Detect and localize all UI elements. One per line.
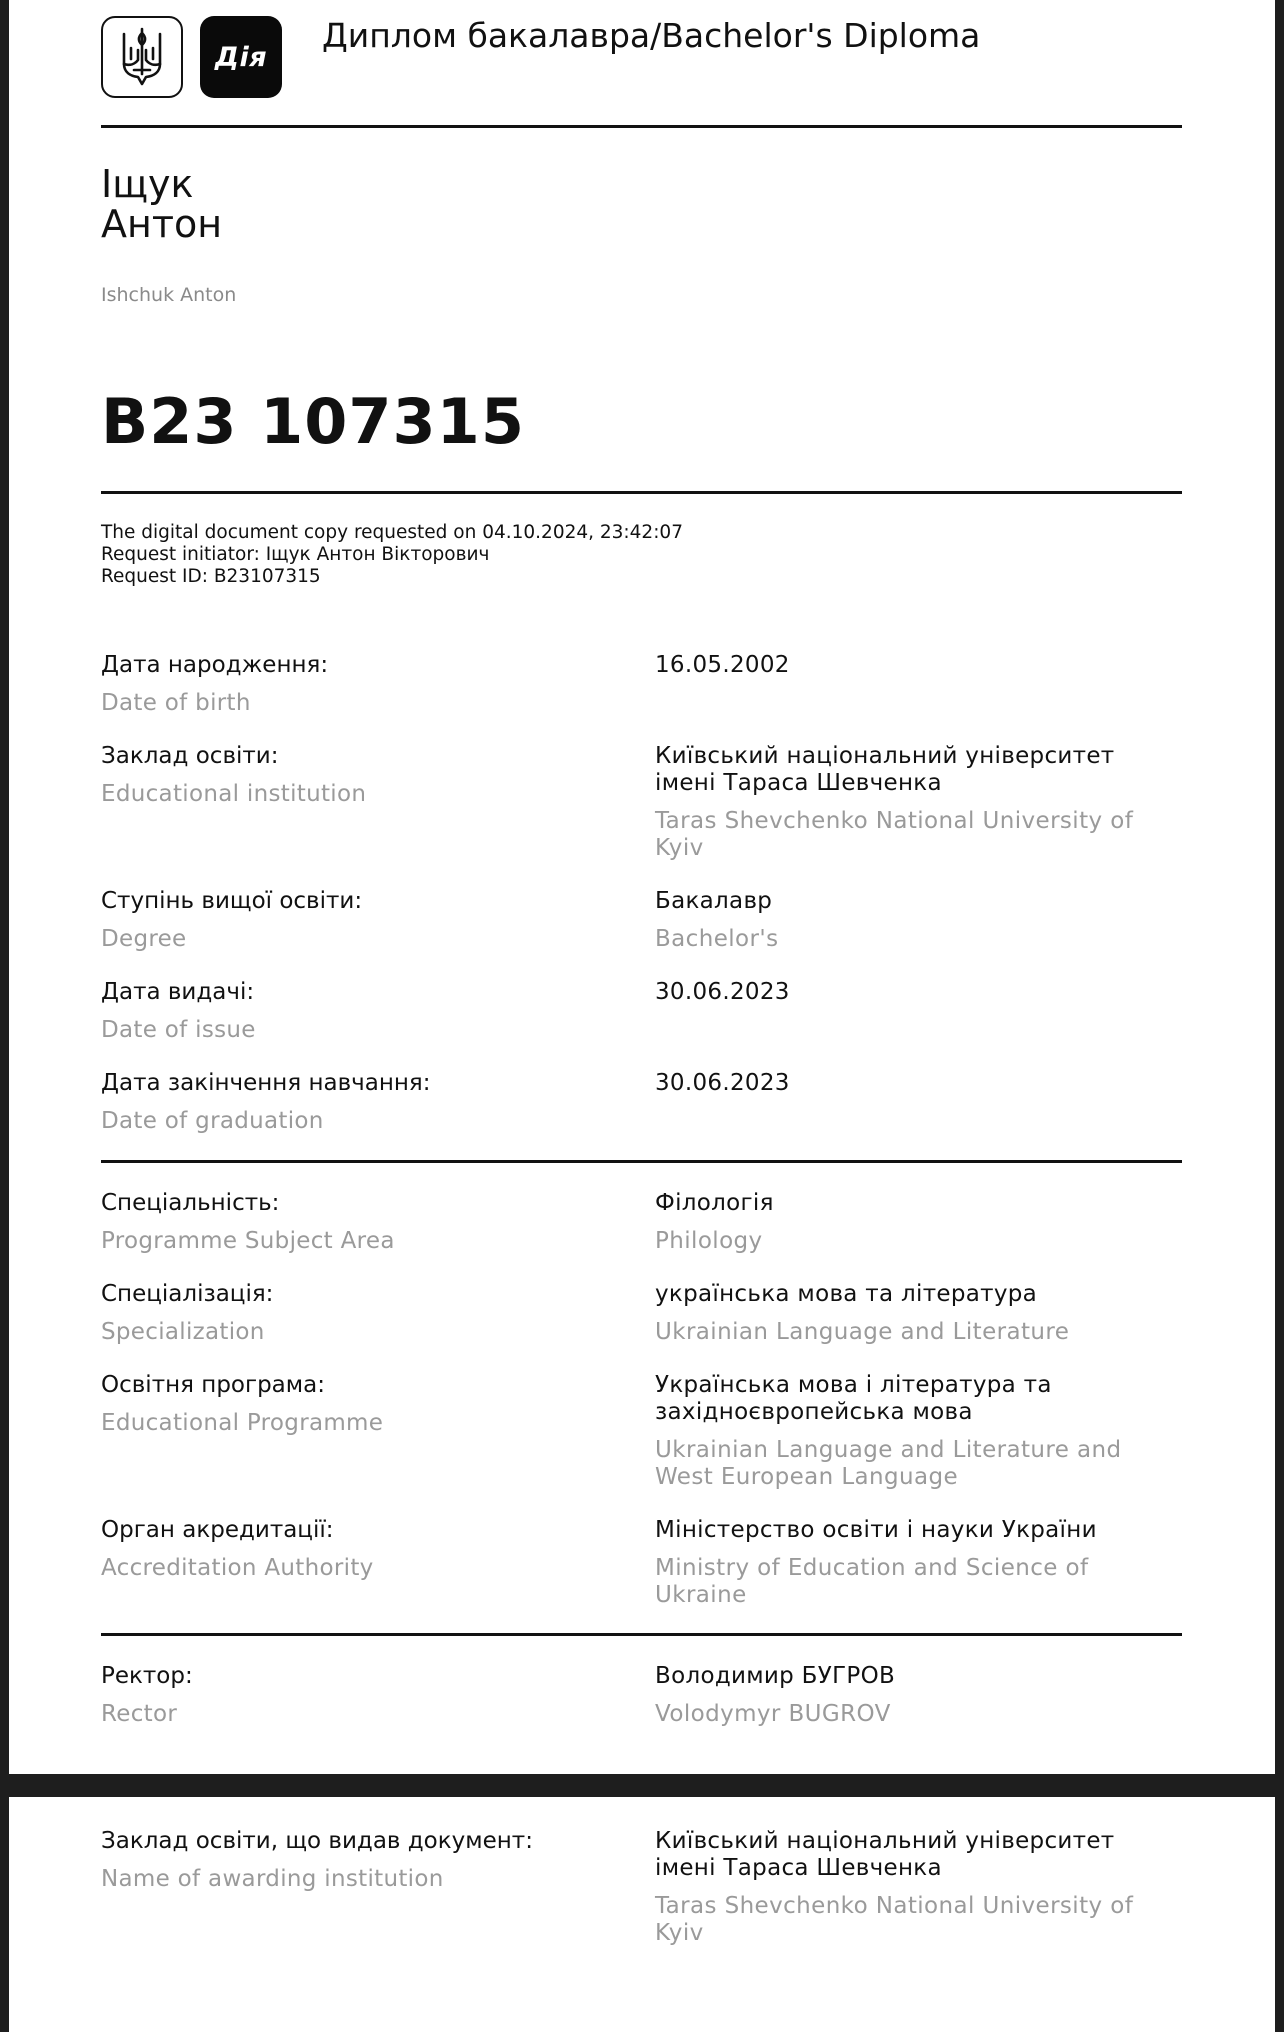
field-label: Спеціальність: bbox=[101, 1190, 280, 1216]
field-value: 30.06.2023 bbox=[655, 1070, 790, 1096]
holder-latin-name: Ishchuk Anton bbox=[101, 284, 237, 306]
field-label-en: Educational Programme bbox=[101, 1410, 384, 1436]
field-value: українська мова та література bbox=[655, 1281, 1038, 1307]
field-value-en: Ukrainian Language and Literature and West European Language bbox=[655, 1437, 1122, 1490]
request-initiator: Request initiator: Іщук Антон Вікторович bbox=[101, 544, 490, 565]
field-label: Заклад освіти, що видав документ: bbox=[101, 1828, 533, 1854]
trident-icon bbox=[101, 16, 183, 98]
field-label-en: Date of birth bbox=[101, 690, 251, 716]
holder-name bbox=[101, 164, 222, 244]
field-label: Заклад освіти: bbox=[101, 743, 279, 769]
field-label: Дата закінчення навчання: bbox=[101, 1070, 431, 1096]
document-title: Диплом бакалавра/Bachelor's Diploma bbox=[322, 16, 981, 55]
field-label: Ректор: bbox=[101, 1663, 193, 1689]
field-label-en: Accreditation Authority bbox=[101, 1555, 374, 1581]
request-meta bbox=[101, 522, 683, 588]
field-value-en: Philology bbox=[655, 1228, 763, 1254]
field-label-en: Specialization bbox=[101, 1319, 265, 1345]
field-value: Бакалавр bbox=[655, 888, 773, 914]
request-id: Request ID: B23107315 bbox=[101, 566, 321, 587]
request-date: The digital document copy requested on 04.10.2024, 23:42:07 bbox=[101, 522, 683, 543]
divider bbox=[101, 1633, 1182, 1636]
field-label: Дата видачі: bbox=[101, 979, 255, 1005]
field-value-en: Taras Shevchenko National University of Kyiv bbox=[655, 1893, 1134, 1946]
field-value-en: Ukrainian Language and Literature bbox=[655, 1319, 1070, 1345]
divider bbox=[101, 125, 1182, 128]
field-label-en: Degree bbox=[101, 926, 187, 952]
diploma-page-1 bbox=[9, 0, 1275, 1774]
divider bbox=[101, 1160, 1182, 1163]
document-number: B23 107315 bbox=[101, 385, 525, 458]
field-label-en: Date of graduation bbox=[101, 1108, 324, 1134]
field-label: Освітня програма: bbox=[101, 1372, 325, 1398]
field-value: Міністерство освіти і науки України bbox=[655, 1517, 1097, 1543]
field-label-en: Rector bbox=[101, 1701, 178, 1727]
field-value: Київський національний університет імені Тараса Шевченка bbox=[655, 1828, 1115, 1881]
field-value-en: Taras Shevchenko National University of Kyiv bbox=[655, 808, 1134, 861]
divider bbox=[101, 491, 1182, 494]
field-value-en: Volodymyr BUGROV bbox=[655, 1701, 891, 1727]
holder-surname: Іщук bbox=[101, 162, 194, 206]
field-value-en: Ministry of Education and Science of Ukraine bbox=[655, 1555, 1089, 1608]
field-label-en: Educational institution bbox=[101, 781, 367, 807]
field-value: Філологія bbox=[655, 1190, 774, 1216]
field-label: Дата народження: bbox=[101, 652, 329, 678]
diia-logo bbox=[200, 16, 282, 98]
field-value: Володимир БУГРОВ bbox=[655, 1663, 896, 1689]
field-label-en: Name of awarding institution bbox=[101, 1866, 444, 1892]
diploma-page-2 bbox=[9, 1797, 1275, 2032]
holder-given-name: Антон bbox=[101, 202, 223, 246]
diia-logo-text: Дія bbox=[214, 41, 268, 73]
field-label: Спеціалізація: bbox=[101, 1281, 274, 1307]
field-label: Ступінь вищої освіти: bbox=[101, 888, 363, 914]
field-value: 30.06.2023 bbox=[655, 979, 790, 1005]
field-value: Київський національний університет імені Тараса Шевченка bbox=[655, 743, 1115, 796]
field-value: 16.05.2002 bbox=[655, 652, 790, 678]
field-label-en: Date of issue bbox=[101, 1017, 256, 1043]
field-label: Орган акредитації: bbox=[101, 1517, 334, 1543]
field-value: Українська мова і література та західноєвропейська мова bbox=[655, 1372, 1052, 1425]
field-value-en: Bachelor's bbox=[655, 926, 779, 952]
field-label-en: Programme Subject Area bbox=[101, 1228, 395, 1254]
